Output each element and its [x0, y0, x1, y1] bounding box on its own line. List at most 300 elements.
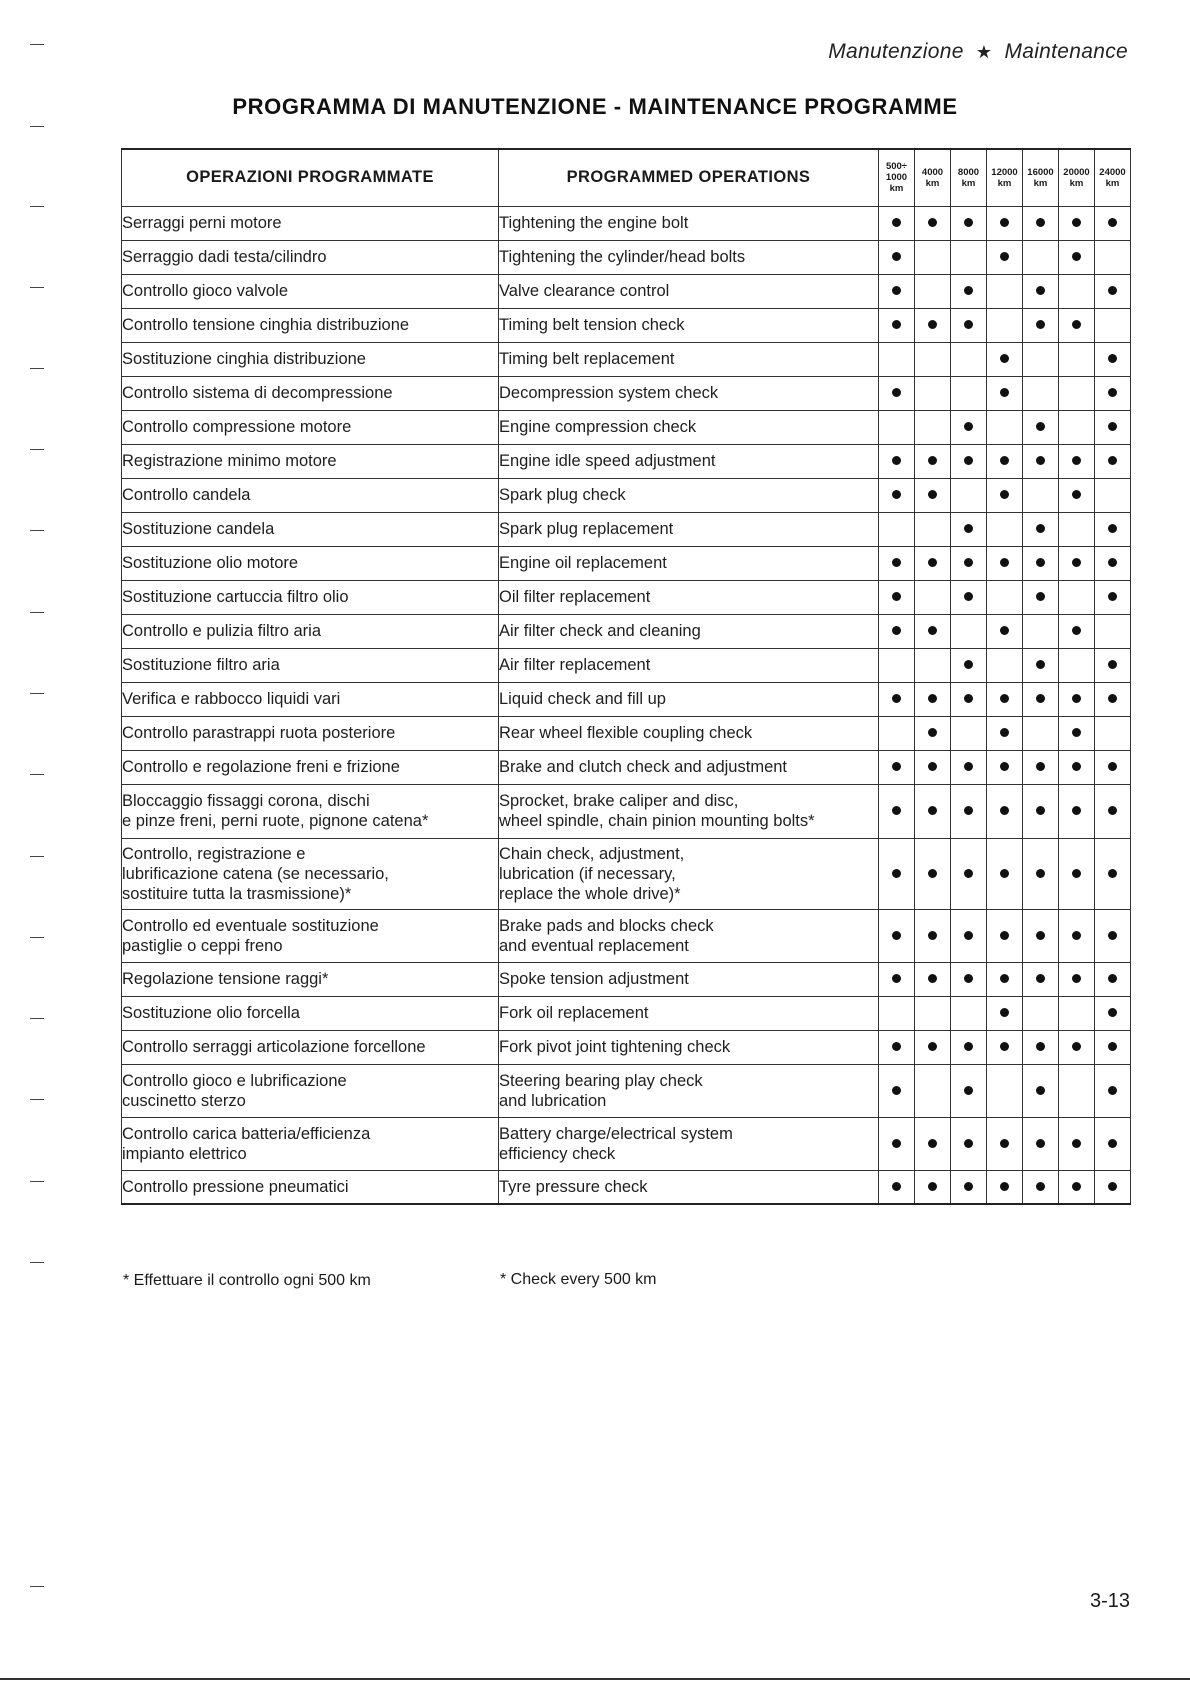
operation-en: Tyre pressure check	[499, 1170, 879, 1204]
scheduled-dot-icon	[892, 1182, 901, 1191]
interval-cell	[915, 444, 951, 478]
table-row	[122, 996, 1131, 1030]
table-row	[122, 546, 1131, 580]
scheduled-dot-icon	[892, 252, 901, 261]
interval-cell	[879, 274, 915, 308]
interval-cell	[1023, 206, 1059, 240]
operation-en: Engine idle speed adjustment	[499, 444, 879, 478]
operation-it: Controllo carica batteria/efficienza impianto elettrico	[122, 1117, 499, 1170]
scheduled-dot-icon	[1108, 218, 1117, 227]
margin-mark	[30, 368, 44, 369]
scheduled-dot-icon	[964, 694, 973, 703]
interval-cell	[1023, 682, 1059, 716]
operation-it: Controllo sistema di decompressione	[122, 376, 499, 410]
scheduled-dot-icon	[964, 1086, 973, 1095]
interval-cell	[1023, 648, 1059, 682]
scheduled-dot-icon	[964, 558, 973, 567]
interval-cell	[1095, 410, 1131, 444]
scheduled-dot-icon	[1000, 869, 1009, 878]
operation-en: Timing belt tension check	[499, 308, 879, 342]
scheduled-dot-icon	[928, 626, 937, 635]
interval-cell	[1023, 1030, 1059, 1064]
operation-en: Oil filter replacement	[499, 580, 879, 614]
table-row	[122, 410, 1131, 444]
scheduled-dot-icon	[1108, 456, 1117, 465]
interval-header	[879, 149, 915, 206]
scheduled-dot-icon	[1036, 320, 1045, 329]
interval-cell	[987, 996, 1023, 1030]
operation-it: Bloccaggio fissaggi corona, dischi e pinze freni, perni ruote, pignone catena*	[122, 784, 499, 838]
scheduled-dot-icon	[1000, 354, 1009, 363]
operation-en: Rear wheel flexible coupling check	[499, 716, 879, 750]
interval-mid: 12000	[991, 166, 1018, 178]
operation-en: Engine oil replacement	[499, 546, 879, 580]
margin-mark	[30, 287, 44, 288]
operation-en: Spark plug check	[499, 478, 879, 512]
interval-cell	[915, 614, 951, 648]
scheduled-dot-icon	[1072, 1139, 1081, 1148]
interval-cell	[1095, 1170, 1131, 1204]
interval-cell	[879, 410, 915, 444]
interval-unit: km	[997, 177, 1012, 189]
operation-en: Timing belt replacement	[499, 342, 879, 376]
star-icon: ★	[975, 42, 993, 62]
table-row	[122, 342, 1131, 376]
table-row	[122, 648, 1131, 682]
scheduled-dot-icon	[1072, 320, 1081, 329]
interval-cell	[951, 546, 987, 580]
scheduled-dot-icon	[892, 592, 901, 601]
scheduled-dot-icon	[928, 728, 937, 737]
interval-cell	[1023, 1117, 1059, 1170]
scheduled-dot-icon	[1108, 1008, 1117, 1017]
scheduled-dot-icon	[1072, 558, 1081, 567]
scheduled-dot-icon	[928, 694, 937, 703]
interval-cell	[879, 962, 915, 996]
interval-cell	[879, 838, 915, 909]
scheduled-dot-icon	[964, 974, 973, 983]
interval-cell	[1059, 648, 1095, 682]
column-header-en: PROGRAMMED OPERATIONS	[499, 149, 879, 206]
scheduled-dot-icon	[892, 218, 901, 227]
interval-cell	[987, 784, 1023, 838]
interval-cell	[951, 648, 987, 682]
scheduled-dot-icon	[1072, 1182, 1081, 1191]
operation-en: Spoke tension adjustment	[499, 962, 879, 996]
operation-en: Decompression system check	[499, 376, 879, 410]
interval-cell	[915, 206, 951, 240]
interval-cell	[1059, 1117, 1095, 1170]
margin-mark	[30, 449, 44, 450]
interval-cell	[879, 240, 915, 274]
interval-cell	[1023, 614, 1059, 648]
interval-cell	[1059, 308, 1095, 342]
margin-mark	[30, 1262, 44, 1263]
interval-cell	[915, 996, 951, 1030]
interval-cell	[1023, 996, 1059, 1030]
interval-cell	[879, 512, 915, 546]
scheduled-dot-icon	[1036, 1139, 1045, 1148]
interval-cell	[951, 1064, 987, 1117]
operation-it: Controllo, registrazione e lubrificazione catena (se necessario, sostituire tutta la trasmissione)*	[122, 838, 499, 909]
table-row	[122, 444, 1131, 478]
scheduled-dot-icon	[928, 1139, 937, 1148]
scheduled-dot-icon	[1036, 456, 1045, 465]
interval-unit: km	[1033, 177, 1048, 189]
operation-en: Chain check, adjustment, lubrication (if necessary, replace the whole drive)*	[499, 838, 879, 909]
interval-cell	[1095, 838, 1131, 909]
scheduled-dot-icon	[964, 1042, 973, 1051]
scheduled-dot-icon	[1072, 1042, 1081, 1051]
interval-cell	[987, 962, 1023, 996]
scheduled-dot-icon	[1108, 558, 1117, 567]
interval-top: 500÷	[885, 161, 908, 173]
footnote-en: * Check every 500 km	[500, 1271, 657, 1288]
operation-en: Brake and clutch check and adjustment	[499, 750, 879, 784]
interval-cell	[915, 750, 951, 784]
interval-cell	[987, 682, 1023, 716]
interval-cell	[1023, 308, 1059, 342]
interval-cell	[915, 1117, 951, 1170]
scheduled-dot-icon	[892, 869, 901, 878]
interval-header	[915, 149, 951, 206]
scheduled-dot-icon	[1036, 1182, 1045, 1191]
scheduled-dot-icon	[1000, 1182, 1009, 1191]
interval-cell	[1095, 648, 1131, 682]
interval-cell	[1095, 784, 1131, 838]
interval-cell	[987, 206, 1023, 240]
interval-mid: 16000	[1027, 166, 1054, 178]
scheduled-dot-icon	[1108, 1182, 1117, 1191]
interval-cell	[987, 376, 1023, 410]
scheduled-dot-icon	[1000, 490, 1009, 499]
scheduled-dot-icon	[1108, 592, 1117, 601]
scheduled-dot-icon	[928, 320, 937, 329]
interval-cell	[879, 716, 915, 750]
scheduled-dot-icon	[964, 1182, 973, 1191]
scheduled-dot-icon	[1000, 456, 1009, 465]
interval-cell	[879, 648, 915, 682]
scheduled-dot-icon	[1108, 1042, 1117, 1051]
table-row	[122, 1064, 1131, 1117]
table-row	[122, 274, 1131, 308]
scheduled-dot-icon	[1108, 1086, 1117, 1095]
interval-unit: km	[1069, 177, 1084, 189]
interval-cell	[879, 1117, 915, 1170]
interval-cell	[987, 909, 1023, 962]
scheduled-dot-icon	[1072, 931, 1081, 940]
scheduled-dot-icon	[964, 422, 973, 431]
interval-cell	[1095, 1117, 1131, 1170]
scheduled-dot-icon	[1072, 456, 1081, 465]
interval-cell	[915, 1064, 951, 1117]
scheduled-dot-icon	[1000, 974, 1009, 983]
scheduled-dot-icon	[1108, 286, 1117, 295]
scheduled-dot-icon	[928, 456, 937, 465]
interval-cell	[1023, 546, 1059, 580]
interval-cell	[951, 962, 987, 996]
interval-cell	[1059, 342, 1095, 376]
margin-mark	[30, 530, 44, 531]
interval-cell	[879, 996, 915, 1030]
interval-cell	[1095, 376, 1131, 410]
interval-header	[987, 149, 1023, 206]
interval-cell	[1023, 342, 1059, 376]
margin-mark	[30, 44, 44, 45]
scheduled-dot-icon	[1108, 974, 1117, 983]
interval-cell	[1023, 410, 1059, 444]
interval-unit: km	[925, 177, 940, 189]
interval-unit: km	[961, 177, 976, 189]
interval-cell	[915, 376, 951, 410]
interval-cell	[879, 784, 915, 838]
operation-it: Verifica e rabbocco liquidi vari	[122, 682, 499, 716]
operation-it: Sostituzione cartuccia filtro olio	[122, 580, 499, 614]
interval-cell	[1095, 996, 1131, 1030]
margin-mark	[30, 774, 44, 775]
scheduled-dot-icon	[892, 1086, 901, 1095]
interval-header	[1059, 149, 1095, 206]
interval-cell	[915, 580, 951, 614]
table-row	[122, 580, 1131, 614]
scheduled-dot-icon	[1000, 931, 1009, 940]
interval-cell	[915, 410, 951, 444]
interval-cell	[1059, 962, 1095, 996]
margin-mark	[30, 1181, 44, 1182]
interval-cell	[1059, 996, 1095, 1030]
scheduled-dot-icon	[928, 1182, 937, 1191]
operation-en: Valve clearance control	[499, 274, 879, 308]
interval-cell	[1023, 909, 1059, 962]
margin-mark	[30, 206, 44, 207]
interval-cell	[1095, 342, 1131, 376]
interval-cell	[915, 716, 951, 750]
scheduled-dot-icon	[1036, 218, 1045, 227]
interval-cell	[1059, 750, 1095, 784]
operation-it: Serraggio dadi testa/cilindro	[122, 240, 499, 274]
scheduled-dot-icon	[892, 490, 901, 499]
interval-cell	[915, 478, 951, 512]
table-row	[122, 376, 1131, 410]
table-row	[122, 614, 1131, 648]
operation-it: Controllo serraggi articolazione forcellone	[122, 1030, 499, 1064]
operation-en: Battery charge/electrical system efficiency check	[499, 1117, 879, 1170]
interval-cell	[951, 206, 987, 240]
interval-cell	[1023, 838, 1059, 909]
scheduled-dot-icon	[964, 806, 973, 815]
operation-it: Controllo compressione motore	[122, 410, 499, 444]
scheduled-dot-icon	[928, 869, 937, 878]
interval-cell	[1095, 962, 1131, 996]
scheduled-dot-icon	[964, 1139, 973, 1148]
interval-cell	[1095, 909, 1131, 962]
scheduled-dot-icon	[928, 490, 937, 499]
interval-cell	[987, 546, 1023, 580]
scheduled-dot-icon	[1036, 524, 1045, 533]
operation-it: Controllo gioco valvole	[122, 274, 499, 308]
operation-en: Sprocket, brake caliper and disc, wheel spindle, chain pinion mounting bolts*	[499, 784, 879, 838]
operation-it: Controllo e regolazione freni e frizione	[122, 750, 499, 784]
interval-cell	[987, 838, 1023, 909]
margin-mark	[30, 937, 44, 938]
interval-cell	[879, 478, 915, 512]
operation-it: Sostituzione candela	[122, 512, 499, 546]
interval-cell	[1059, 1170, 1095, 1204]
table-row	[122, 784, 1131, 838]
interval-cell	[951, 240, 987, 274]
table-row	[122, 512, 1131, 546]
scheduled-dot-icon	[892, 286, 901, 295]
scheduled-dot-icon	[1036, 869, 1045, 878]
interval-cell	[951, 996, 987, 1030]
scheduled-dot-icon	[1108, 1139, 1117, 1148]
table-row	[122, 240, 1131, 274]
interval-cell	[1023, 478, 1059, 512]
interval-cell	[915, 784, 951, 838]
scheduled-dot-icon	[1000, 1139, 1009, 1148]
interval-cell	[987, 716, 1023, 750]
interval-cell	[951, 580, 987, 614]
section-header	[828, 40, 1128, 64]
interval-cell	[915, 308, 951, 342]
interval-cell	[1059, 909, 1095, 962]
operation-it: Controllo parastrappi ruota posteriore	[122, 716, 499, 750]
table-row	[122, 682, 1131, 716]
interval-cell	[951, 274, 987, 308]
section-title-it: Manutenzione	[828, 40, 964, 63]
interval-cell	[915, 962, 951, 996]
operation-en: Tightening the engine bolt	[499, 206, 879, 240]
interval-cell	[951, 376, 987, 410]
scheduled-dot-icon	[1000, 218, 1009, 227]
interval-cell	[987, 274, 1023, 308]
operation-it: Controllo tensione cinghia distribuzione	[122, 308, 499, 342]
interval-cell	[951, 1117, 987, 1170]
page-title: PROGRAMMA DI MANUTENZIONE - MAINTENANCE PROGRAMME	[232, 94, 958, 119]
operation-en: Brake pads and blocks check and eventual replacement	[499, 909, 879, 962]
table-row	[122, 716, 1131, 750]
scheduled-dot-icon	[928, 218, 937, 227]
table-row	[122, 478, 1131, 512]
scheduled-dot-icon	[1036, 422, 1045, 431]
interval-cell	[951, 784, 987, 838]
scheduled-dot-icon	[892, 974, 901, 983]
interval-cell	[1095, 750, 1131, 784]
interval-cell	[915, 512, 951, 546]
interval-cell	[915, 909, 951, 962]
interval-cell	[1023, 240, 1059, 274]
scheduled-dot-icon	[928, 806, 937, 815]
table-row	[122, 308, 1131, 342]
margin-mark	[30, 1586, 44, 1587]
bottom-rule	[0, 1678, 1190, 1680]
interval-cell	[879, 342, 915, 376]
interval-cell	[1059, 410, 1095, 444]
interval-cell	[1023, 962, 1059, 996]
scheduled-dot-icon	[1108, 422, 1117, 431]
interval-cell	[915, 546, 951, 580]
scheduled-dot-icon	[1072, 869, 1081, 878]
scheduled-dot-icon	[1036, 592, 1045, 601]
scheduled-dot-icon	[1072, 626, 1081, 635]
margin-mark	[30, 856, 44, 857]
operation-it: Controllo pressione pneumatici	[122, 1170, 499, 1204]
scheduled-dot-icon	[1072, 490, 1081, 499]
margin-mark	[30, 126, 44, 127]
scheduled-dot-icon	[964, 218, 973, 227]
scheduled-dot-icon	[1108, 388, 1117, 397]
interval-cell	[1023, 444, 1059, 478]
operation-it: Serraggi perni motore	[122, 206, 499, 240]
interval-cell	[915, 1170, 951, 1204]
footnote-it: * Effettuare il controllo ogni 500 km	[123, 1272, 371, 1289]
scheduled-dot-icon	[1036, 931, 1045, 940]
scheduled-dot-icon	[928, 558, 937, 567]
interval-cell	[1095, 274, 1131, 308]
interval-cell	[915, 1030, 951, 1064]
interval-cell	[1095, 682, 1131, 716]
scheduled-dot-icon	[1000, 1008, 1009, 1017]
interval-cell	[951, 444, 987, 478]
interval-cell	[915, 240, 951, 274]
interval-cell	[1059, 376, 1095, 410]
table-row	[122, 750, 1131, 784]
interval-header	[1095, 149, 1131, 206]
operation-it: Sostituzione olio motore	[122, 546, 499, 580]
interval-cell	[879, 206, 915, 240]
interval-cell	[879, 1064, 915, 1117]
scheduled-dot-icon	[964, 286, 973, 295]
interval-unit: km	[1105, 177, 1120, 189]
section-title-en: Maintenance	[1004, 40, 1128, 63]
interval-cell	[987, 342, 1023, 376]
scheduled-dot-icon	[892, 388, 901, 397]
margin-mark	[30, 693, 44, 694]
interval-cell	[951, 1030, 987, 1064]
scheduled-dot-icon	[892, 320, 901, 329]
scheduled-dot-icon	[1000, 694, 1009, 703]
scheduled-dot-icon	[1036, 974, 1045, 983]
scheduled-dot-icon	[1072, 728, 1081, 737]
table-row	[122, 1030, 1131, 1064]
interval-cell	[1023, 716, 1059, 750]
scheduled-dot-icon	[1000, 806, 1009, 815]
margin-mark	[30, 1099, 44, 1100]
operation-it: Sostituzione filtro aria	[122, 648, 499, 682]
scheduled-dot-icon	[1036, 286, 1045, 295]
operation-it: Controllo ed eventuale sostituzione pastiglie o ceppi freno	[122, 909, 499, 962]
operation-en: Engine compression check	[499, 410, 879, 444]
interval-cell	[951, 410, 987, 444]
operation-it: Registrazione minimo motore	[122, 444, 499, 478]
scheduled-dot-icon	[1000, 252, 1009, 261]
interval-cell	[1095, 478, 1131, 512]
scheduled-dot-icon	[1036, 558, 1045, 567]
interval-cell	[1095, 614, 1131, 648]
table-header-row	[122, 149, 1131, 206]
scheduled-dot-icon	[1000, 762, 1009, 771]
interval-cell	[951, 614, 987, 648]
interval-cell	[1059, 444, 1095, 478]
interval-cell	[951, 909, 987, 962]
interval-cell	[915, 342, 951, 376]
operation-it: Sostituzione olio forcella	[122, 996, 499, 1030]
scheduled-dot-icon	[892, 762, 901, 771]
scheduled-dot-icon	[928, 974, 937, 983]
interval-cell	[951, 838, 987, 909]
interval-cell	[879, 580, 915, 614]
scheduled-dot-icon	[964, 456, 973, 465]
